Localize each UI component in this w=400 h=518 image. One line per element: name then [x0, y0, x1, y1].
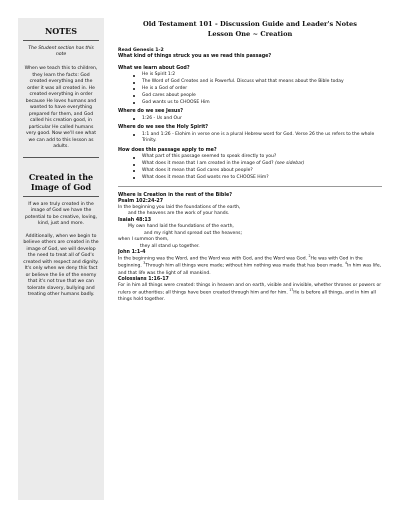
verse-number: 17	[289, 287, 294, 292]
list-item: What does it mean that God wants me to CHOOSE Him?	[142, 175, 382, 182]
jesus-list	[118, 116, 382, 123]
list-item-text: What does it mean that I am created in the image of God?	[142, 161, 274, 167]
see-sidebar-note: (see sidebar)	[275, 161, 305, 167]
question-jesus: Where do we see Jesus?	[118, 109, 183, 115]
sidebar-divider	[23, 157, 99, 158]
list-item: What does it mean that God cares about people?	[142, 168, 382, 175]
psalm-reference: Psalm 102:24-27	[118, 198, 164, 204]
verse-line: they all stand up together.	[140, 243, 200, 249]
verse-number: 4	[345, 261, 348, 266]
list-item: 1:1 and 1:26 - Elohim in verse one is a plural Hebrew word for God. Verse 26 the us refers to the whole Trinity.	[142, 132, 382, 146]
student-note: The Student section has this note	[28, 46, 94, 58]
isaiah-reference: Isaiah 48:13	[118, 217, 152, 223]
list-item: The Word of God Creates and is Powerful. Discuss what that means about the Bible today	[142, 79, 382, 86]
list-item	[142, 161, 382, 168]
verse-text: In him was life, and that life was the light of all mankind.	[118, 263, 382, 276]
verse-line: and my right hand spread out the heavens;	[144, 230, 243, 236]
list-item: God wants us to CHOOSE Him	[142, 100, 382, 107]
notes-heading: NOTES	[44, 26, 78, 36]
main-content	[118, 20, 382, 510]
verse-line: My own hand laid the foundations of the earth,	[128, 223, 234, 229]
list-item: God cares about people	[142, 93, 382, 100]
question-struck: What kind of things struck you as we read this passage?	[118, 54, 272, 59]
apply-list	[118, 154, 382, 181]
john-passage	[118, 256, 382, 277]
colossians-passage	[118, 283, 382, 303]
notes-text: When we teach this to children, they learn the facts: God created everything and the order it was all created in. He created everything in order because He loves humans and wanted to have everything prepared for them, and God called his creation good, in particular He called humans very good. Now we'll see what we can add to this lesson as adults.	[24, 66, 98, 150]
image-paragraph-2: Additionally, when we begin to believe others are created in the image of God, we will develop the need to treat all of God's created with respect and dignity. It's only when we deny this fact or believe the lie of the enemy that it's not true that we can tolerate slavery, bullying and treating other humans badly.	[23, 233, 99, 298]
verse-text: In the beginning was the Word, and the Word was with God, and the Word was God.	[118, 256, 308, 262]
document-heading	[118, 20, 382, 39]
verse-number: 3	[143, 261, 146, 266]
question-apply: How does this passage apply to me?	[118, 148, 217, 154]
verse-text: For in him all things were created: things in heaven and on earth, visible and invisible, whether thrones or powers or rulers or authorities; all things have been created through him and for him.	[118, 283, 382, 296]
document-title: Old Testament 101 - Discussion Guide and Leader's Notes	[143, 20, 357, 28]
list-item: He is Spirit 1:2	[142, 72, 382, 79]
verse-line: when I summon them,	[118, 237, 169, 243]
image-divider	[23, 196, 99, 197]
verse-line: and the heavens are the work of your hands.	[128, 211, 230, 217]
section-divider	[118, 186, 382, 187]
john-reference: John 1:1-4	[118, 250, 146, 256]
lesson-subtitle: Lesson One ~ Creation	[207, 29, 293, 38]
question-creation-bible: Where is Creation in the rest of the Bible?	[118, 192, 233, 198]
verse-text: He was with God in the beginning.	[118, 256, 363, 269]
verse-text: He is before all things, and in him all things hold together.	[118, 290, 376, 302]
image-of-god-heading: Created in the Image of God	[28, 171, 94, 192]
notes-divider	[23, 40, 99, 41]
image-paragraph-1: If we are truly created in the image of God we have the potential to be creative, loving, kind, just and more.	[24, 201, 98, 227]
list-item: What part of this passage seemed to speak directly to you?	[142, 154, 382, 161]
list-item: He is a God of order	[142, 86, 382, 93]
verse-line: In the beginning you laid the foundations of the earth,	[118, 204, 241, 210]
verse-number: 2	[308, 254, 311, 259]
colossians-reference: Colossians 1:16-17	[118, 277, 169, 283]
question-learn-god: What we learn about God?	[118, 66, 190, 72]
sidebar	[18, 18, 104, 500]
holy-spirit-list	[118, 132, 382, 146]
learn-god-list	[118, 72, 382, 106]
verse-text: Through him all things were made; without him nothing was made that has been made.	[145, 263, 344, 269]
question-holy-spirit: Where do we see the Holy Spirit?	[118, 125, 209, 131]
reading-reference: Read Genesis 1-2	[118, 48, 164, 53]
list-item: 1:26 - Us and Our	[142, 116, 382, 123]
